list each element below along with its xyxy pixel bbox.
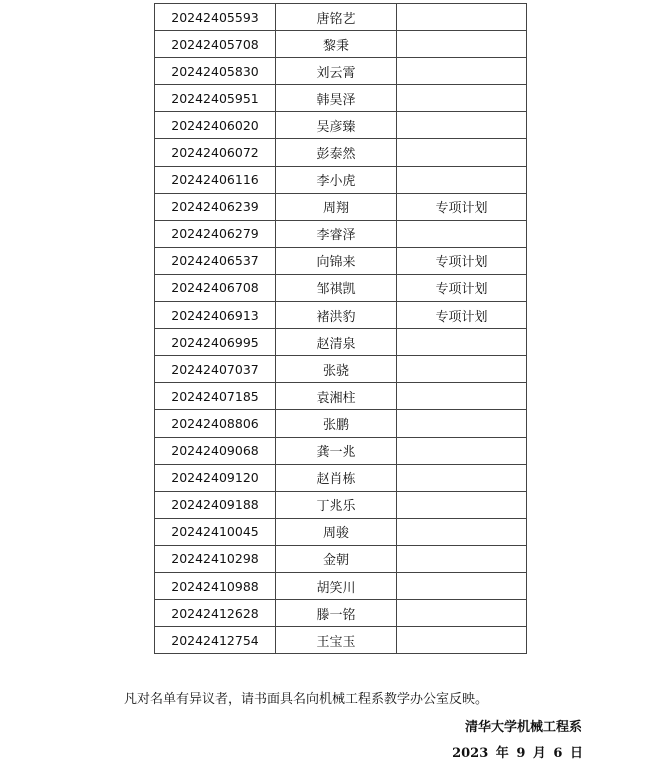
remark-cell [397, 166, 527, 193]
remark-cell: 专项计划 [397, 247, 527, 274]
table-row [155, 437, 527, 464]
student-id-cell: 20242412754 [155, 627, 276, 654]
student-name-cell: 褚洪豹 [276, 302, 397, 329]
table-row [155, 627, 527, 654]
student-id-cell: 20242407185 [155, 383, 276, 410]
table-row [155, 356, 527, 383]
table-row [155, 193, 527, 220]
student-name-cell: 韩昊泽 [276, 85, 397, 112]
table-row [155, 166, 527, 193]
table-row [155, 302, 527, 329]
remark-cell: 专项计划 [397, 302, 527, 329]
remark-cell [397, 464, 527, 491]
remark-cell [397, 329, 527, 356]
student-roster-table [154, 3, 527, 654]
roster-body [155, 4, 527, 654]
table-row [155, 31, 527, 58]
student-id-cell: 20242406913 [155, 302, 276, 329]
table-row [155, 247, 527, 274]
student-id-cell: 20242406020 [155, 112, 276, 139]
student-name-cell: 胡笑川 [276, 572, 397, 599]
table-row [155, 139, 527, 166]
student-id-cell: 20242412628 [155, 600, 276, 627]
remark-cell: 专项计划 [397, 274, 527, 301]
table-row [155, 58, 527, 85]
student-id-cell: 20242405593 [155, 4, 276, 31]
student-id-cell: 20242405708 [155, 31, 276, 58]
student-name-cell: 向锦来 [276, 247, 397, 274]
remark-cell [397, 600, 527, 627]
student-name-cell: 周翔 [276, 193, 397, 220]
student-id-cell: 20242406708 [155, 274, 276, 301]
student-id-cell: 20242410988 [155, 572, 276, 599]
student-name-cell: 黎秉 [276, 31, 397, 58]
student-name-cell: 刘云霄 [276, 58, 397, 85]
table-row [155, 464, 527, 491]
student-id-cell: 20242410045 [155, 518, 276, 545]
student-id-cell: 20242409068 [155, 437, 276, 464]
remark-cell [397, 491, 527, 518]
remark-cell [397, 437, 527, 464]
remark-cell [397, 545, 527, 572]
remark-cell [397, 112, 527, 139]
table-row [155, 4, 527, 31]
student-id-cell: 20242405830 [155, 58, 276, 85]
remark-cell [397, 518, 527, 545]
remark-cell [397, 410, 527, 437]
table-row [155, 274, 527, 301]
student-name-cell: 唐铭艺 [276, 4, 397, 31]
student-name-cell: 李睿泽 [276, 220, 397, 247]
remark-cell: 专项计划 [397, 193, 527, 220]
student-name-cell: 张骁 [276, 356, 397, 383]
remark-cell [397, 31, 527, 58]
student-id-cell: 20242406072 [155, 139, 276, 166]
student-name-cell: 滕一铭 [276, 600, 397, 627]
table-row [155, 112, 527, 139]
remark-cell [397, 4, 527, 31]
signature-date: 2023 年 9 月 6 日 [452, 746, 583, 761]
student-name-cell: 金朝 [276, 545, 397, 572]
student-name-cell: 赵清泉 [276, 329, 397, 356]
signature-department: 清华大学机械工程系 [464, 720, 582, 735]
student-name-cell: 龚一兆 [276, 437, 397, 464]
student-name-cell: 赵肖栋 [276, 464, 397, 491]
table-row [155, 410, 527, 437]
student-name-cell: 吴彦臻 [276, 112, 397, 139]
objection-notice: 凡对名单有异议者，请书面具名向机械工程系教学办公室反映。 [124, 692, 489, 707]
student-id-cell: 20242409120 [155, 464, 276, 491]
remark-cell [397, 383, 527, 410]
remark-cell [397, 356, 527, 383]
table-row [155, 491, 527, 518]
student-id-cell: 20242406537 [155, 247, 276, 274]
student-id-cell: 20242408806 [155, 410, 276, 437]
table-row [155, 220, 527, 247]
student-name-cell: 周骏 [276, 518, 397, 545]
student-name-cell: 张鹏 [276, 410, 397, 437]
student-name-cell: 袁湘柱 [276, 383, 397, 410]
student-name-cell: 李小虎 [276, 166, 397, 193]
table-row [155, 600, 527, 627]
student-id-cell: 20242405951 [155, 85, 276, 112]
student-id-cell: 20242406116 [155, 166, 276, 193]
remark-cell [397, 627, 527, 654]
student-id-cell: 20242409188 [155, 491, 276, 518]
student-id-cell: 20242406239 [155, 193, 276, 220]
remark-cell [397, 85, 527, 112]
student-name-cell: 王宝玉 [276, 627, 397, 654]
remark-cell [397, 220, 527, 247]
table-row [155, 545, 527, 572]
remark-cell [397, 139, 527, 166]
remark-cell [397, 58, 527, 85]
student-id-cell: 20242407037 [155, 356, 276, 383]
student-name-cell: 邹祺凯 [276, 274, 397, 301]
student-name-cell: 丁兆乐 [276, 491, 397, 518]
table-row [155, 329, 527, 356]
student-id-cell: 20242406279 [155, 220, 276, 247]
table-row [155, 572, 527, 599]
student-name-cell: 彭泰然 [276, 139, 397, 166]
student-id-cell: 20242410298 [155, 545, 276, 572]
student-id-cell: 20242406995 [155, 329, 276, 356]
table-row [155, 85, 527, 112]
remark-cell [397, 572, 527, 599]
table-row [155, 518, 527, 545]
table-row [155, 383, 527, 410]
